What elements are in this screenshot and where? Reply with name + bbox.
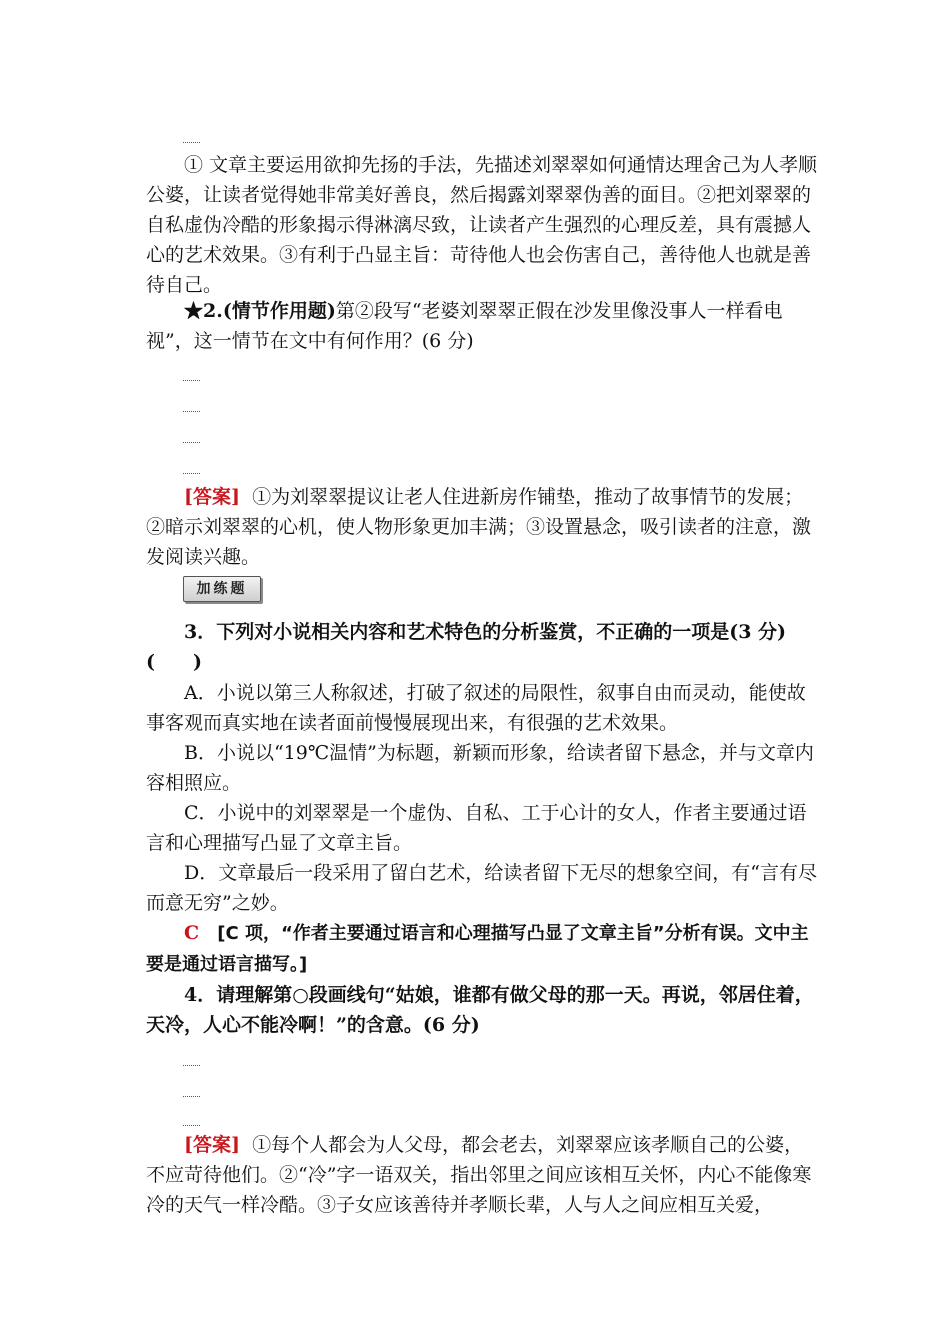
q3-option-b-text: B．小说以“19℃温情”为标题，新颖而形象，给读者留下悬念，并与文章内容相照应。: [146, 742, 814, 794]
q3-option-d: [146, 858, 818, 918]
q3-option-a: [146, 678, 818, 738]
q3-option-c: [146, 798, 818, 858]
q3-answer: [146, 918, 818, 980]
answer-blank-line: [183, 142, 200, 143]
q3-option-a-text: A．小说以第三人称叙述，打破了叙述的局限性，叙事自由而灵动，能使故事客观而真实地在读者面前慢慢展现出来，有很强的艺术效果。: [146, 682, 806, 734]
q2-answer-label: [答案]: [184, 486, 240, 508]
q4-question: [146, 980, 818, 1040]
answer-blank-line: [183, 411, 200, 412]
answer-blank-line: [183, 1065, 200, 1066]
q3-option-b: [146, 738, 818, 798]
q4-answer: [146, 1130, 818, 1220]
q4-answer-label: [答案]: [184, 1134, 240, 1156]
answer-blank-line: [183, 380, 200, 381]
q3-option-d-text: D．文章最后一段采用了留白艺术，给读者留下无尽的想象空间，有“言有尽而意无穷”之妙。: [146, 862, 817, 914]
q3-option-c-text: C．小说中的刘翠翠是一个虚伪、自私、工于心计的女人，作者主要通过语言和心理描写凸显了文章主旨。: [146, 802, 807, 854]
q2-answer-text: ①为刘翠翠提议让老人住进新房作铺垫，推动了故事情节的发展；②暗示刘翠翠的心机，使人物形象更加丰满；③设置悬念，吸引读者的注意，激发阅读兴趣。: [146, 486, 812, 568]
q3-explanation: [C 项，“作者主要通过语言和心理描写凸显了文章主旨”分析有误。文中主要是通过语言描写。]: [146, 923, 809, 975]
q2-question-text: 第②段写“老婆刘翠翠正假在沙发里像没事人一样看电视”，这一情节在文中有何作用？(6 分): [146, 300, 783, 352]
answer-blank-line: [183, 1096, 200, 1097]
q3-question-text: 3．下列对小说相关内容和艺术特色的分析鉴赏，不正确的一项是(3 分)( ): [146, 621, 787, 673]
q2-prefix: ★2.(情节作用题): [184, 300, 336, 322]
q4-answer-text: ①每个人都会为人父母，都会老去，刘翠翠应该孝顺自己的公婆，不应苛待他们。②“冷”字一语双关，指出邻里之间应该相互关怀，内心不能像寒冷的天气一样冷酷。③子女应该善待并孝顺长辈，人与人之间应相互关爱，: [146, 1134, 812, 1216]
q3-answer-letter: C: [184, 922, 200, 944]
q1-answer: [146, 150, 818, 300]
answer-blank-line: [183, 1125, 200, 1126]
section-tag: 加练题: [183, 576, 261, 602]
q3-question: [146, 617, 818, 677]
q4-question-text: 4．请理解第○段画线句“姑娘，谁都有做父母的那一天。再说，邻居住着，天冷，人心不能冷啊！”的含意。(6 分): [146, 984, 814, 1036]
q1-answer-text: ① 文章主要运用欲抑先扬的手法，先描述刘翠翠如何通情达理舍己为人孝顺公婆，让读者觉得她非常美好善良，然后揭露刘翠翠伪善的面目。②把刘翠翠的自私虚伪冷酷的形象揭示得淋漓尽致，让读者产生强烈的心理反差，具有震撼人心的艺术效果。③有利于凸显主旨：苛待他人也会伤害自己，善待他人也就是善待自己。: [146, 154, 818, 296]
answer-blank-line: [183, 442, 200, 443]
q2-question: [146, 296, 818, 356]
q2-answer: [146, 482, 818, 572]
answer-blank-line: [183, 473, 200, 474]
